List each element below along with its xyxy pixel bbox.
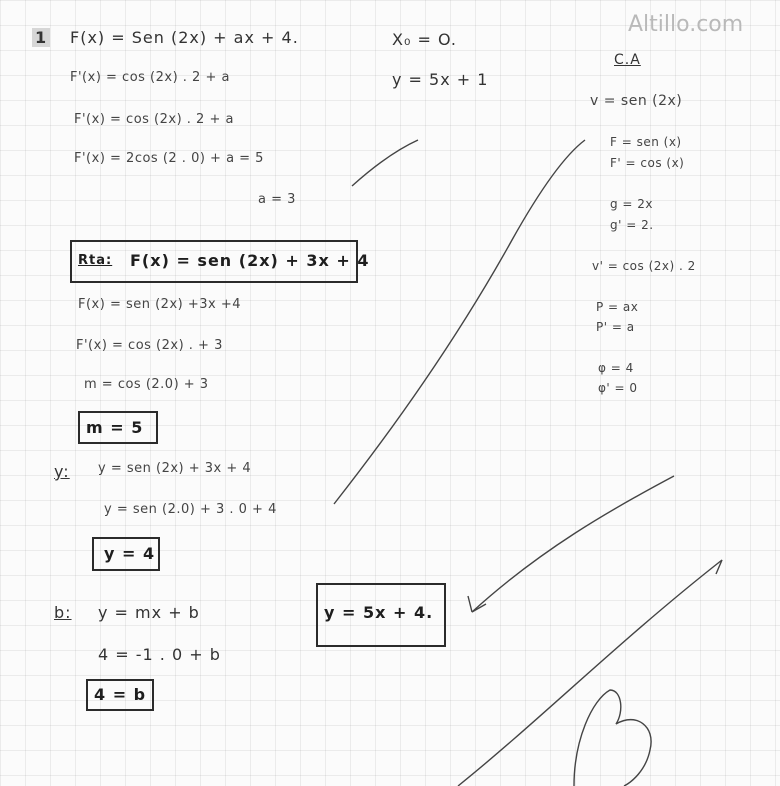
y-result: y = 4 xyxy=(104,544,156,563)
arrow-tip xyxy=(468,596,486,612)
stroke-from-ca-to-y xyxy=(334,140,585,504)
b-equation: y = mx + b xyxy=(98,603,200,622)
ca-f-prime: F' = cos (x) xyxy=(610,156,685,170)
heart-doodle xyxy=(574,690,651,786)
problem-number: 1 xyxy=(32,28,50,47)
ca-f: F = sen (x) xyxy=(610,135,682,149)
arrow-to-final-answer xyxy=(472,476,674,612)
final-answer: y = 5x + 4. xyxy=(324,603,434,622)
ca-p: P = ax xyxy=(596,300,639,314)
long-diagonal-stroke xyxy=(458,560,722,786)
derivative-restated: F'(x) = cos (2x) . + 3 xyxy=(76,338,223,353)
stroke-from-tangent xyxy=(352,140,418,186)
derivative-at-zero: F'(x) = 2cos (2 . 0) + a = 5 xyxy=(74,151,264,166)
function-restated: F(x) = sen (2x) +3x +4 xyxy=(78,297,242,312)
ca-g: g = 2x xyxy=(610,197,654,211)
ca-v-prime: v' = cos (2x) . 2 xyxy=(592,259,696,273)
a-value: a = 3 xyxy=(258,192,296,207)
answer-formula: F(x) = sen (2x) + 3x + 4 xyxy=(130,251,370,270)
ca-v: v = sen (2x) xyxy=(590,93,683,109)
watermark: Altillo.com xyxy=(628,12,744,37)
derivative-line-1: F'(x) = cos (2x) . 2 + a xyxy=(70,70,230,85)
ca-q: φ = 4 xyxy=(598,361,634,375)
y-label: y: xyxy=(54,462,70,481)
y-evaluation: y = sen (2.0) + 3 . 0 + 4 xyxy=(104,502,277,517)
x0-value: X₀ = O. xyxy=(392,30,457,49)
b-evaluation: 4 = -1 . 0 + b xyxy=(98,645,221,664)
y-equation: y = sen (2x) + 3x + 4 xyxy=(98,461,252,476)
tangent-line-given: y = 5x + 1 xyxy=(392,70,489,89)
b-label: b: xyxy=(54,603,72,622)
b-result: 4 = b xyxy=(94,685,147,704)
ca-g-prime: g' = 2. xyxy=(610,218,654,232)
ca-title: C.A xyxy=(614,52,641,68)
slope-calculation: m = cos (2.0) + 3 xyxy=(84,377,209,392)
ca-p-prime: P' = a xyxy=(596,320,635,334)
function-definition: F(x) = Sen (2x) + ax + 4. xyxy=(70,28,299,47)
answer-label: Rta: xyxy=(78,253,113,268)
ca-q-prime: φ' = 0 xyxy=(598,381,638,395)
derivative-line-2: F'(x) = cos (2x) . 2 + a xyxy=(74,112,234,127)
slope-result: m = 5 xyxy=(86,418,144,437)
